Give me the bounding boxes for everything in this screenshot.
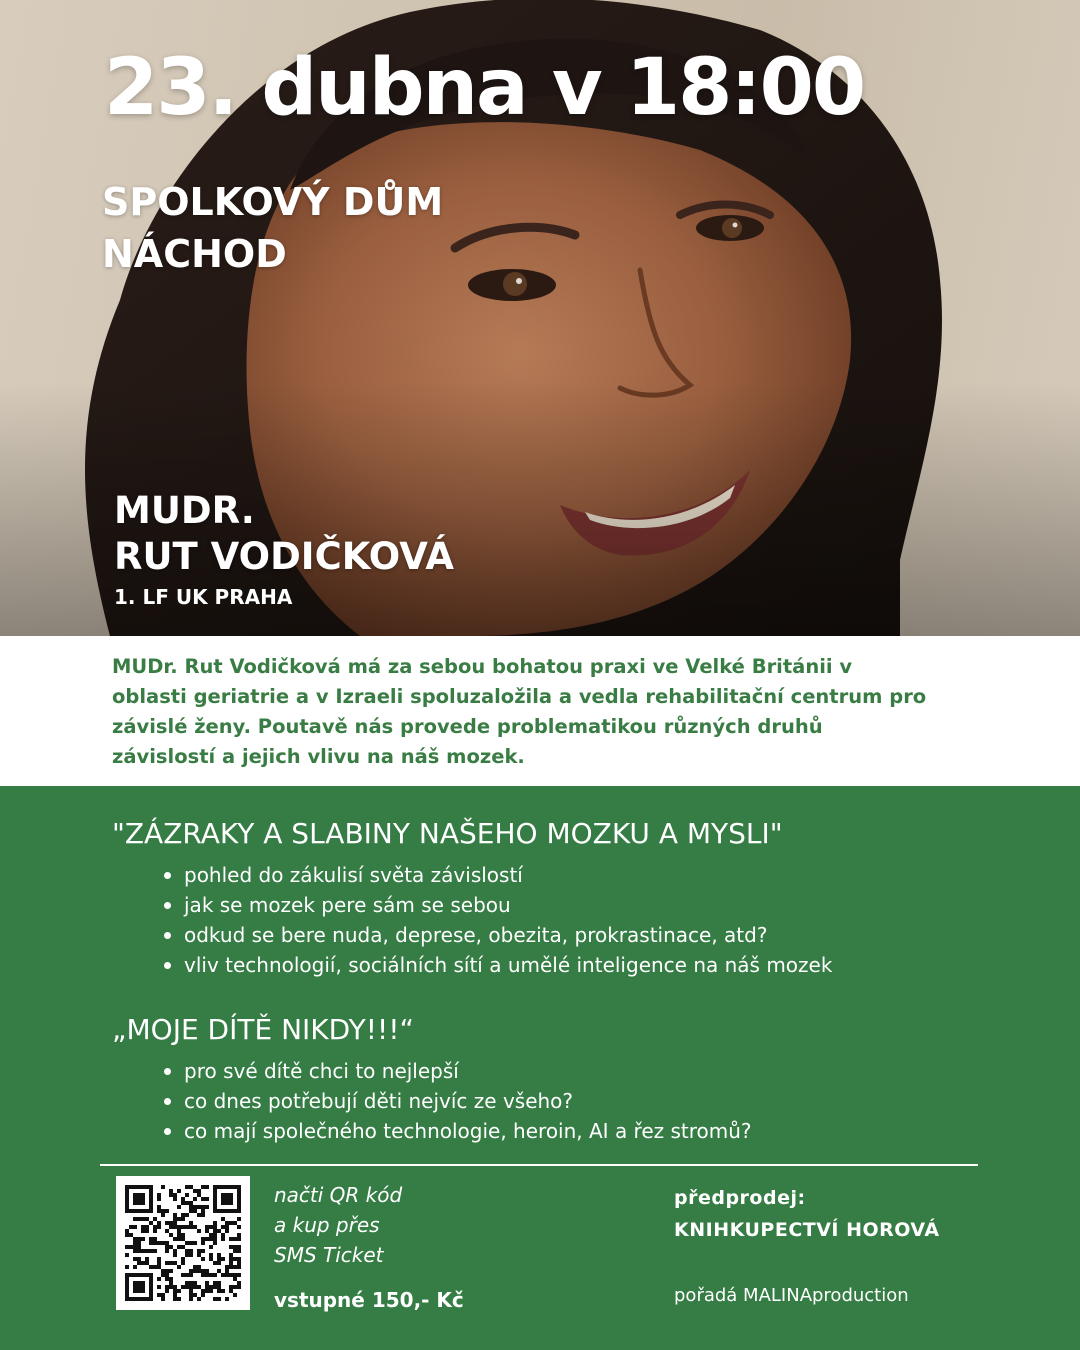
list-item	[164, 1086, 752, 1116]
list-item	[164, 950, 832, 980]
list-item	[164, 1056, 752, 1086]
bullet-icon	[164, 962, 171, 969]
list-item	[164, 920, 832, 950]
bullet-icon	[164, 1068, 171, 1075]
bullet-icon	[164, 1128, 171, 1135]
presale-place: KNIHKUPECTVÍ HOROVÁ	[674, 1219, 940, 1241]
bullet-icon	[164, 1098, 171, 1105]
qr-instructions	[274, 1180, 402, 1270]
qr-code[interactable]	[116, 1176, 250, 1310]
presale-label: předprodej:	[674, 1187, 806, 1209]
list-item	[164, 890, 832, 920]
intro-section	[0, 636, 1080, 786]
list-item-text: co dnes potřebují děti nejvíc ze všeho?	[184, 1089, 574, 1113]
topic-1-list	[164, 860, 832, 980]
list-item-text: co mají společného technologie, heroin, AI a řez stromů?	[184, 1119, 752, 1143]
list-item-text: jak se mozek pere sám se sebou	[184, 893, 511, 917]
list-item-text: vliv technologií, sociálních sítí a umělé inteligence na náš mozek	[184, 953, 833, 977]
speaker-name: RUT VODIČKOVÁ	[114, 535, 454, 578]
list-item	[164, 1116, 752, 1146]
qr-instruction-line-2: a kup přes	[274, 1213, 380, 1237]
venue-line-1: SPOLKOVÝ DŮM	[102, 180, 444, 224]
organizer: pořadá MALINAproduction	[674, 1285, 909, 1306]
speaker-affiliation: 1. LF UK PRAHA	[114, 585, 293, 609]
bullet-icon	[164, 902, 171, 909]
speaker-photo	[0, 0, 1080, 636]
speaker-title: MUDR.	[114, 489, 255, 532]
venue-line-2: NÁCHOD	[102, 232, 287, 276]
topic-2-list	[164, 1056, 752, 1146]
list-item-text: odkud se bere nuda, deprese, obezita, prokrastinace, atd?	[184, 923, 768, 947]
ticket-price: vstupné 150,- Kč	[274, 1288, 464, 1312]
program-section	[0, 786, 1080, 1350]
list-item	[164, 860, 832, 890]
list-item-text: pro své dítě chci to nejlepší	[184, 1059, 459, 1083]
qr-instruction-line-1: načti QR kód	[274, 1183, 403, 1207]
topic-1-title: "ZÁZRAKY A SLABINY NAŠEHO MOZKU A MYSLI"	[112, 817, 783, 850]
intro-text: MUDr. Rut Vodičková má za sebou bohatou praxi ve Velké Británii v oblasti geriatrie a v Izraeli spoluzaložila a vedla rehabilitační centrum pro závislé ženy. Poutavě nás provede problematikou různých druhů závislostí a jejich vlivu na náš mozek.	[112, 655, 927, 768]
topic-2-title: „MOJE DÍTĚ NIKDY!!!“	[112, 1013, 414, 1046]
bullet-icon	[164, 872, 171, 879]
qr-code-icon	[116, 1176, 250, 1310]
bullet-icon	[164, 932, 171, 939]
footer-divider	[100, 1164, 978, 1166]
list-item-text: pohled do zákulisí světa závislostí	[184, 863, 523, 887]
qr-instruction-line-3: SMS Ticket	[274, 1243, 384, 1267]
event-date: 23. dubna v 18:00	[104, 43, 865, 133]
